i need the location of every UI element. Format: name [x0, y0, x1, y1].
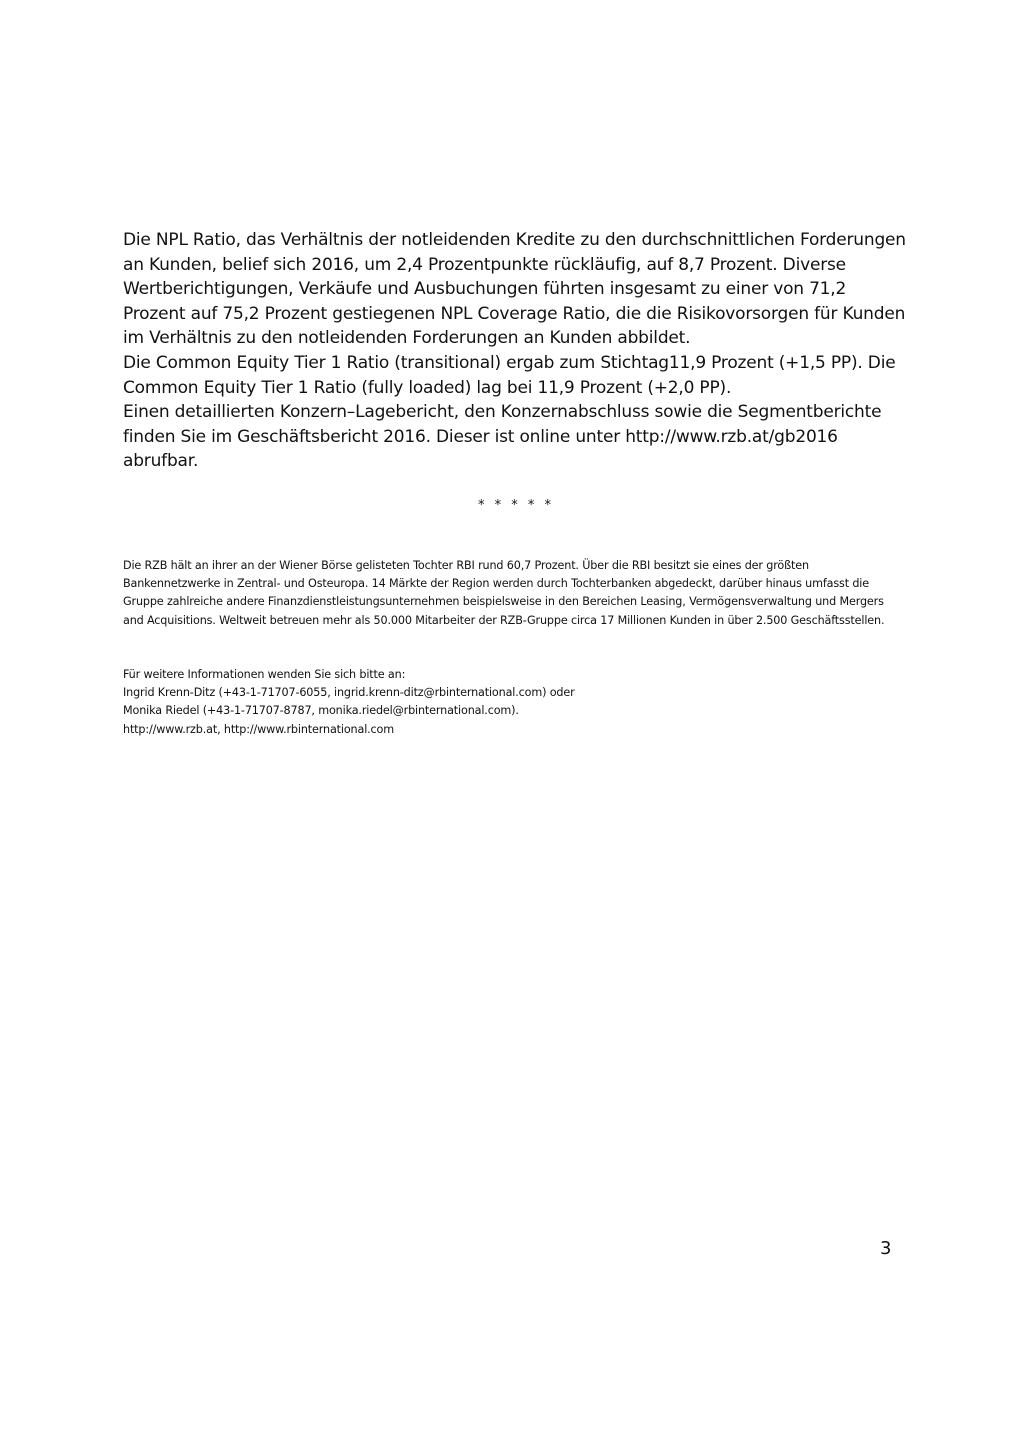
contact-intro: Für weitere Informationen wenden Sie sich bitte an: [123, 668, 406, 681]
section-separator: * * * * * [477, 498, 555, 513]
contact-block [123, 666, 893, 739]
contact-websites: http://www.rzb.at, http://www.rbinternational.com [123, 722, 394, 736]
contact-person-1: Ingrid Krenn-Ditz (+43-1-71707-6055, ingrid.krenn-ditz@rbinternational.com) oder [123, 686, 575, 700]
npl-ratio-paragraph: Die NPL Ratio, das Verhältnis der notleidenden Kredite zu den durchschnittlichen Forderungen an Kunden, belief sich 2016, um 2,4 Prozentpunkte rückläufig, auf 8,7 Prozent. Diverse Wertberichtigungen, Verkäufe und Ausbuchungen führten insgesamt zu einer von 71,2 Prozent auf 75,2 Prozent gestiegenen NPL Coverage Ratio, die die Risikovorsorgen für Kunden im Verhältnis zu den notleidenden Forderungen an Kunden abbildet. [123, 230, 906, 349]
cet1-ratio-paragraph: Die Common Equity Tier 1 Ratio (transitional) ergab zum Stichtag11,9 Prozent (+1,5 PP). Die Common Equity Tier 1 Ratio (fully loaded) lag bei 11,9 Prozent (+2,0 PP). [123, 352, 896, 398]
company-boilerplate: Die RZB hält an ihrer an der Wiener Börse gelisteten Tochter RBI rund 60,7 Prozent. Über die RBI besitzt sie eines der größten Bankennetzwerke in Zentral- und Osteuropa. 14 Märkte der Region werden durch Tochterbanken abgedeckt, darüber hinaus umfasst die Gruppe zahlreiche andere Finanzdienstleistungsunternehmen beispielsweise in den Bereichen Leasing, Vermögensverwaltung und Mergers and Acquisitions. Weltweit betreuen mehr als 50.000 Mitarbeiter der RZB-Gruppe circa 17 Millionen Kunden in über 2.500 Geschäftsstellen. [123, 559, 885, 627]
page-number: 3 [880, 1238, 892, 1259]
main-body-text [123, 228, 913, 474]
annual-report-paragraph: Einen detaillierten Konzern–Lagebericht, den Konzernabschluss sowie die Segmentberichte finden Sie im Geschäftsbericht 2016. Dieser ist online unter http://www.rzb.at/gb2016 abrufbar. [123, 402, 882, 472]
contact-person-2: Monika Riedel (+43-1-71707-8787, monika.riedel@rbinternational.com). [123, 704, 519, 718]
